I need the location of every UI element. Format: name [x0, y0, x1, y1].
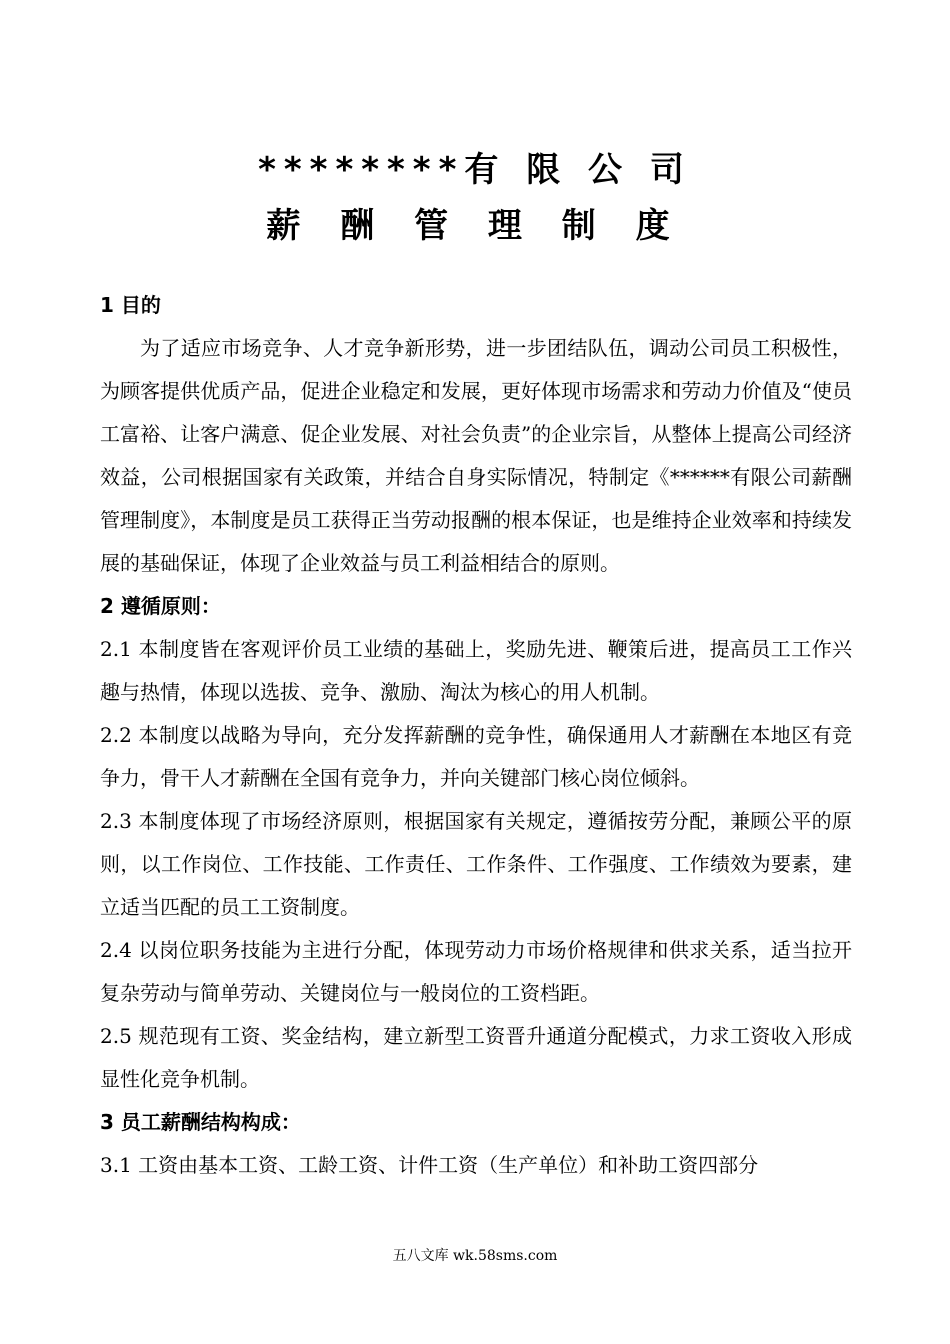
paragraph-principle-2-4: 2.4 以岗位职务技能为主进行分配，体现劳动力市场价格规律和供求关系，适当拉开复杂劳动与简单劳动、关键岗位与一般岗位的工资档距。 — [100, 938, 852, 1005]
paragraph-principle-2-2: 2.2 本制度以战略为导向，充分发挥薪酬的竞争性，确保通用人才薪酬在本地区有竞争力，骨干人才薪酬在全国有竞争力，并向关键部门核心岗位倾斜。 — [100, 723, 852, 790]
company-name-title: ********有 限 公 司 — [258, 150, 692, 190]
paragraph-principle-2-5: 2.5 规范现有工资、奖金结构，建立新型工资晋升通道分配模式，力求工资收入形成显性化竞争机制。 — [100, 1024, 852, 1091]
page-footer: 五八文库 wk.58sms.com — [392, 1248, 558, 1264]
section-heading-salary-structure: 3 员工薪酬结构构成： — [100, 1110, 301, 1134]
regulation-title: 薪 酬 管 理 制 度 — [266, 206, 684, 246]
document-title — [0, 145, 950, 251]
document-body — [100, 284, 852, 1187]
paragraph-purpose: 为了适应市场竞争、人才竞争新形势，进一步团结队伍，调动公司员工积极性，为顾客提供优质产品，促进企业稳定和发展，更好体现市场需求和劳动力价值及“使员工富裕、让客户满意、促企业发展、对社会负责”的企业宗旨，从整体上提高公司经济效益，公司根据国家有关政策，并结合自身实际情况，特制定《******有限公司薪酬管理制度》，本制度是员工获得正当劳动报酬的根本保证，也是维持企业效率和持续发展的基础保证，体现了企业效益与员工利益相结合的原则。 — [100, 336, 852, 575]
section-heading-purpose: 1 目的 — [100, 293, 161, 317]
paragraph-structure-3-1: 3.1 工资由基本工资、工龄工资、计件工资（生产单位）和补助工资四部分 — [100, 1153, 759, 1177]
section-heading-principles: 2 遵循原则： — [100, 594, 221, 618]
paragraph-principle-2-1: 2.1 本制度皆在客观评价员工业绩的基础上，奖励先进、鞭策后进，提高员工工作兴趣与热情，体现以选拔、竞争、激励、淘汰为核心的用人机制。 — [100, 637, 852, 704]
paragraph-principle-2-3: 2.3 本制度体现了市场经济原则，根据国家有关规定，遵循按劳分配，兼顾公平的原则，以工作岗位、工作技能、工作责任、工作条件、工作强度、工作绩效为要素，建立适当匹配的员工工资制度。 — [100, 809, 852, 919]
